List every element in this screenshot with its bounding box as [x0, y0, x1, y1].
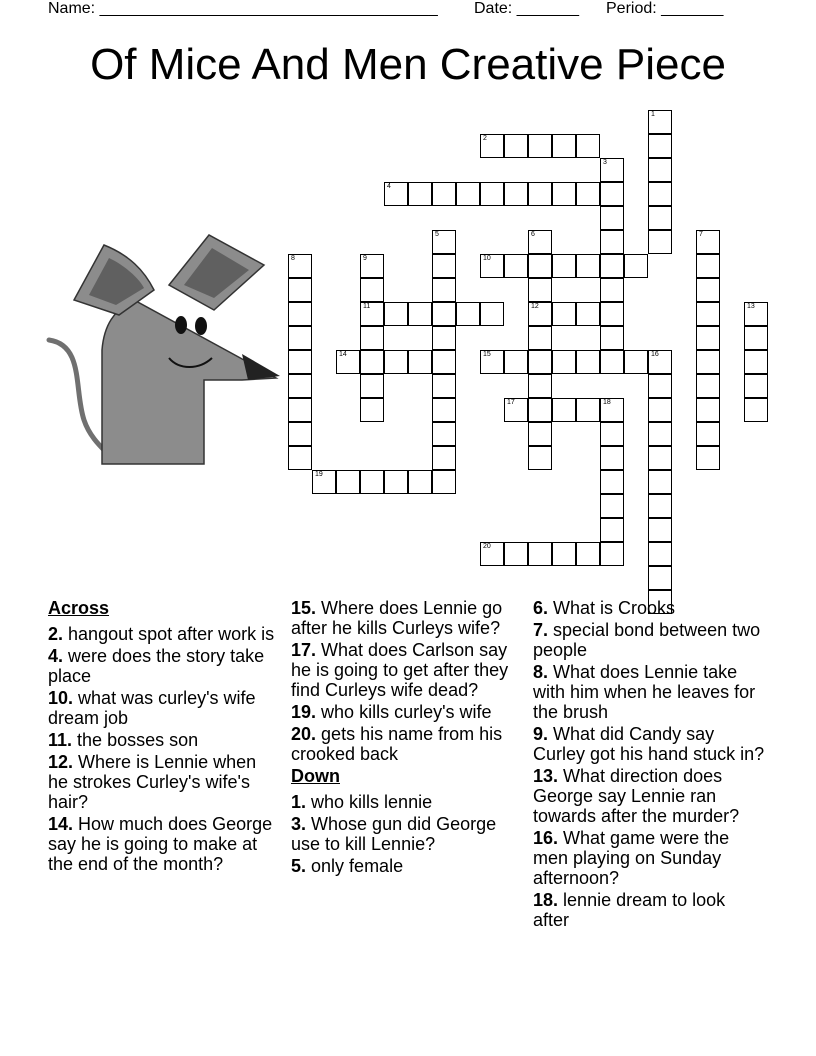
crossword-cell[interactable]: [552, 542, 576, 566]
crossword-cell[interactable]: [480, 542, 504, 566]
clue-number: 18.: [533, 890, 559, 910]
clue-text: Where does Lennie go after he kills Curleys wife?: [291, 598, 503, 638]
clue-text: What does Carlson say he is going to get after they find Curleys wife dead?: [291, 640, 509, 700]
clue-number-label: 15: [483, 351, 491, 358]
clue-number-label: 8: [291, 255, 295, 262]
clue-item: [48, 814, 280, 874]
name-field-label: Name: ______________________________________: [48, 0, 438, 17]
clue-item: [533, 620, 765, 660]
crossword-cell[interactable]: [696, 230, 720, 254]
crossword-cell[interactable]: [384, 302, 408, 326]
crossword-cell[interactable]: [456, 302, 480, 326]
clue-text: who kills curley's wife: [321, 702, 492, 722]
crossword-cell[interactable]: [648, 542, 672, 566]
crossword-cell[interactable]: [528, 230, 552, 254]
crossword-cell[interactable]: [432, 470, 456, 494]
crossword-cell[interactable]: [552, 350, 576, 374]
clue-number: 4.: [48, 646, 64, 666]
clue-number: 7.: [533, 620, 549, 640]
clue-number: 9.: [533, 724, 549, 744]
clue-item: [291, 792, 523, 812]
clue-number: 10.: [48, 688, 74, 708]
crossword-cell[interactable]: [432, 278, 456, 302]
clue-text: were does the story take place: [48, 646, 265, 686]
crossword-cell[interactable]: [600, 422, 624, 446]
page-title: Of Mice And Men Creative Piece: [90, 40, 726, 89]
crossword-cell[interactable]: [528, 278, 552, 302]
crossword-cell[interactable]: [576, 134, 600, 158]
clue-text: who kills lennie: [311, 792, 433, 812]
crossword-cell[interactable]: [360, 302, 384, 326]
clue-number: 16.: [533, 828, 559, 848]
clue-item: [533, 724, 765, 764]
clue-text: What did Candy say Curley got his hand stuck in?: [533, 724, 765, 764]
crossword-cell[interactable]: [648, 134, 672, 158]
crossword-cell[interactable]: [456, 182, 480, 206]
crossword-cell[interactable]: [648, 398, 672, 422]
crossword-cell[interactable]: [696, 422, 720, 446]
crossword-cell[interactable]: [696, 278, 720, 302]
date-field-label: Date: _______: [474, 0, 579, 17]
clue-number-label: 1: [651, 111, 655, 118]
across-heading: Across: [48, 598, 110, 618]
crossword-cell[interactable]: [432, 230, 456, 254]
crossword-cell[interactable]: [576, 542, 600, 566]
crossword-cell[interactable]: [408, 470, 432, 494]
crossword-cell[interactable]: [600, 230, 624, 254]
clue-text: What is Crooks: [553, 598, 676, 618]
clue-text: the bosses son: [77, 730, 199, 750]
clue-text: special bond between two people: [533, 620, 761, 660]
clue-number-label: 7: [699, 231, 703, 238]
crossword-cell[interactable]: [360, 374, 384, 398]
crossword-cell[interactable]: [552, 182, 576, 206]
crossword-cell[interactable]: [528, 398, 552, 422]
clue-item: [291, 724, 523, 764]
clue-item: [48, 624, 280, 644]
crossword-cell[interactable]: [648, 494, 672, 518]
crossword-cell[interactable]: [480, 350, 504, 374]
crossword-cell[interactable]: [504, 350, 528, 374]
crossword-cell[interactable]: [336, 350, 360, 374]
clue-number-label: 16: [651, 351, 659, 358]
crossword-cell[interactable]: [576, 254, 600, 278]
clue-number: 3.: [291, 814, 307, 834]
clue-number: 5.: [291, 856, 307, 876]
crossword-cell[interactable]: [504, 398, 528, 422]
crossword-cell[interactable]: [600, 182, 624, 206]
crossword-cell[interactable]: [336, 470, 360, 494]
crossword-cell[interactable]: [360, 278, 384, 302]
clue-text: Where is Lennie when he strokes Curley's wife's hair?: [48, 752, 257, 812]
crossword-cell[interactable]: [288, 326, 312, 350]
crossword-cell[interactable]: [600, 542, 624, 566]
clue-number: 8.: [533, 662, 549, 682]
period-field-label: Period: _______: [606, 0, 724, 17]
clue-item: [291, 856, 523, 876]
clue-item: [533, 598, 765, 618]
crossword-cell[interactable]: [384, 182, 408, 206]
clue-number-label: 12: [531, 303, 539, 310]
crossword-cell[interactable]: [576, 182, 600, 206]
clue-number-label: 11: [363, 303, 371, 310]
crossword-cell[interactable]: [696, 446, 720, 470]
clue-number: 12.: [48, 752, 74, 772]
clue-number: 6.: [533, 598, 549, 618]
clue-item: [533, 890, 765, 930]
crossword-cell[interactable]: [408, 182, 432, 206]
down-heading: Down: [291, 766, 340, 786]
clue-item: [48, 752, 280, 812]
crossword-cell[interactable]: [288, 398, 312, 422]
crossword-cell[interactable]: [432, 254, 456, 278]
crossword-cell[interactable]: [432, 374, 456, 398]
crossword-cell[interactable]: [744, 350, 768, 374]
clue-text: What does Lennie take with him when he leaves for the brush: [533, 662, 756, 722]
clue-number: 15.: [291, 598, 317, 618]
crossword-cell[interactable]: [480, 182, 504, 206]
clue-text: lennie dream to look after: [533, 890, 726, 930]
crossword-cell[interactable]: [600, 158, 624, 182]
clue-item: [291, 598, 523, 638]
crossword-cell[interactable]: [552, 302, 576, 326]
clue-number: 20.: [291, 724, 317, 744]
clue-text: only female: [311, 856, 404, 876]
crossword-cell[interactable]: [552, 254, 576, 278]
crossword-cell[interactable]: [504, 254, 528, 278]
crossword-cell[interactable]: [696, 398, 720, 422]
clue-number-label: 18: [603, 399, 611, 406]
crossword-cell[interactable]: [696, 254, 720, 278]
clue-number-label: 19: [315, 471, 323, 478]
crossword-cell[interactable]: [432, 398, 456, 422]
crossword-cell[interactable]: [648, 446, 672, 470]
crossword-cell[interactable]: [528, 326, 552, 350]
clue-number-label: 4: [387, 183, 391, 190]
crossword-cell[interactable]: [288, 302, 312, 326]
clue-number: 14.: [48, 814, 74, 834]
crossword-cell[interactable]: [648, 470, 672, 494]
crossword-cell[interactable]: [648, 350, 672, 374]
crossword-cell[interactable]: [696, 302, 720, 326]
clue-text: What direction does George say Lennie ran towards after the murder?: [533, 766, 740, 826]
crossword-cell[interactable]: [528, 446, 552, 470]
crossword-cell[interactable]: [528, 422, 552, 446]
crossword-cell[interactable]: [432, 446, 456, 470]
crossword-cell[interactable]: [408, 302, 432, 326]
clue-item: [48, 688, 280, 728]
crossword-cell[interactable]: [648, 374, 672, 398]
clue-text: How much does George say he is going to make at the end of the month?: [48, 814, 273, 874]
clue-column-1: [48, 598, 280, 876]
crossword-cell[interactable]: [360, 398, 384, 422]
clue-number-label: 3: [603, 159, 607, 166]
crossword-cell[interactable]: [624, 350, 648, 374]
clue-item: [291, 814, 523, 854]
crossword-cell[interactable]: [528, 254, 552, 278]
clue-number-label: 10: [483, 255, 491, 262]
crossword-cell[interactable]: [288, 446, 312, 470]
crossword-cell[interactable]: [576, 302, 600, 326]
crossword-cell[interactable]: [600, 302, 624, 326]
crossword-cell[interactable]: [384, 350, 408, 374]
crossword-cell[interactable]: [600, 398, 624, 422]
crossword-cell[interactable]: [744, 326, 768, 350]
crossword-cell[interactable]: [480, 254, 504, 278]
crossword-cell[interactable]: [504, 182, 528, 206]
crossword-cell[interactable]: [648, 206, 672, 230]
crossword-cell[interactable]: [288, 422, 312, 446]
clue-number: 11.: [48, 730, 73, 750]
clue-item: [48, 646, 280, 686]
crossword-cell[interactable]: [648, 158, 672, 182]
crossword-cell[interactable]: [600, 446, 624, 470]
clue-item: [533, 828, 765, 888]
clue-item: [291, 640, 523, 700]
crossword-cell[interactable]: [600, 518, 624, 542]
crossword-cell[interactable]: [576, 398, 600, 422]
crossword-cell[interactable]: [744, 302, 768, 326]
crossword-cell[interactable]: [528, 350, 552, 374]
crossword-cell[interactable]: [744, 398, 768, 422]
crossword-cell[interactable]: [288, 254, 312, 278]
crossword-cell[interactable]: [576, 350, 600, 374]
clue-text: What game were the men playing on Sunday afternoon?: [533, 828, 730, 888]
clue-number: 19.: [291, 702, 317, 722]
crossword-cell[interactable]: [600, 494, 624, 518]
crossword-cell[interactable]: [312, 470, 336, 494]
clue-text: what was curley's wife dream job: [48, 688, 256, 728]
clue-number: 2.: [48, 624, 64, 644]
clue-text: hangout spot after work is: [68, 624, 275, 644]
crossword-cell[interactable]: [552, 398, 576, 422]
crossword-cell[interactable]: [600, 470, 624, 494]
clue-column-2: [291, 598, 523, 878]
clue-number-label: 13: [747, 303, 755, 310]
crossword-cell[interactable]: [528, 542, 552, 566]
crossword-cell[interactable]: [432, 302, 456, 326]
crossword-cell[interactable]: [600, 278, 624, 302]
crossword-cell[interactable]: [432, 422, 456, 446]
clue-number-label: 17: [507, 399, 515, 406]
crossword-cell[interactable]: [624, 254, 648, 278]
clue-number: 1.: [291, 792, 307, 812]
crossword-cell[interactable]: [408, 350, 432, 374]
crossword-cell[interactable]: [552, 134, 576, 158]
crossword-cell[interactable]: [600, 350, 624, 374]
crossword-cell[interactable]: [432, 182, 456, 206]
crossword-cell[interactable]: [648, 518, 672, 542]
crossword-cell[interactable]: [600, 206, 624, 230]
crossword-cell[interactable]: [360, 470, 384, 494]
crossword-cell[interactable]: [648, 110, 672, 134]
clue-number-label: 6: [531, 231, 535, 238]
clue-number-label: 9: [363, 255, 367, 262]
clue-item: [291, 702, 523, 722]
crossword-cell[interactable]: [696, 350, 720, 374]
clue-text: Whose gun did George use to kill Lennie?: [291, 814, 497, 854]
crossword-cell[interactable]: [528, 374, 552, 398]
clue-number-label: 14: [339, 351, 347, 358]
crossword-cell[interactable]: [696, 326, 720, 350]
clue-number-label: 5: [435, 231, 439, 238]
crossword-cell[interactable]: [480, 134, 504, 158]
crossword-cell[interactable]: [384, 470, 408, 494]
crossword-cell[interactable]: [528, 134, 552, 158]
crossword-cell[interactable]: [600, 326, 624, 350]
clue-number: 17.: [291, 640, 317, 660]
clue-text: gets his name from his crooked back: [291, 724, 503, 764]
clue-number-label: 20: [483, 543, 491, 550]
crossword-cell[interactable]: [528, 182, 552, 206]
clue-column-3: [533, 598, 765, 932]
clue-number-label: 2: [483, 135, 487, 142]
crossword-cell[interactable]: [360, 254, 384, 278]
crossword-cell[interactable]: [432, 326, 456, 350]
crossword-cell[interactable]: [648, 182, 672, 206]
crossword-cell[interactable]: [360, 326, 384, 350]
clue-item: [48, 730, 280, 750]
crossword-cell[interactable]: [288, 374, 312, 398]
crossword-cell[interactable]: [648, 566, 672, 590]
crossword-cell[interactable]: [360, 350, 384, 374]
crossword-cell[interactable]: [288, 350, 312, 374]
crossword-cell[interactable]: [504, 542, 528, 566]
crossword-cell[interactable]: [648, 422, 672, 446]
crossword-cell[interactable]: [432, 350, 456, 374]
crossword-cell[interactable]: [528, 302, 552, 326]
crossword-cell[interactable]: [744, 374, 768, 398]
crossword-cell[interactable]: [696, 374, 720, 398]
crossword-cell[interactable]: [600, 254, 624, 278]
clue-number: 13.: [533, 766, 559, 786]
crossword-cell[interactable]: [648, 230, 672, 254]
crossword-cell[interactable]: [504, 134, 528, 158]
clue-item: [533, 766, 765, 826]
crossword-cell[interactable]: [480, 302, 504, 326]
crossword-cell[interactable]: [288, 278, 312, 302]
clue-item: [533, 662, 765, 722]
